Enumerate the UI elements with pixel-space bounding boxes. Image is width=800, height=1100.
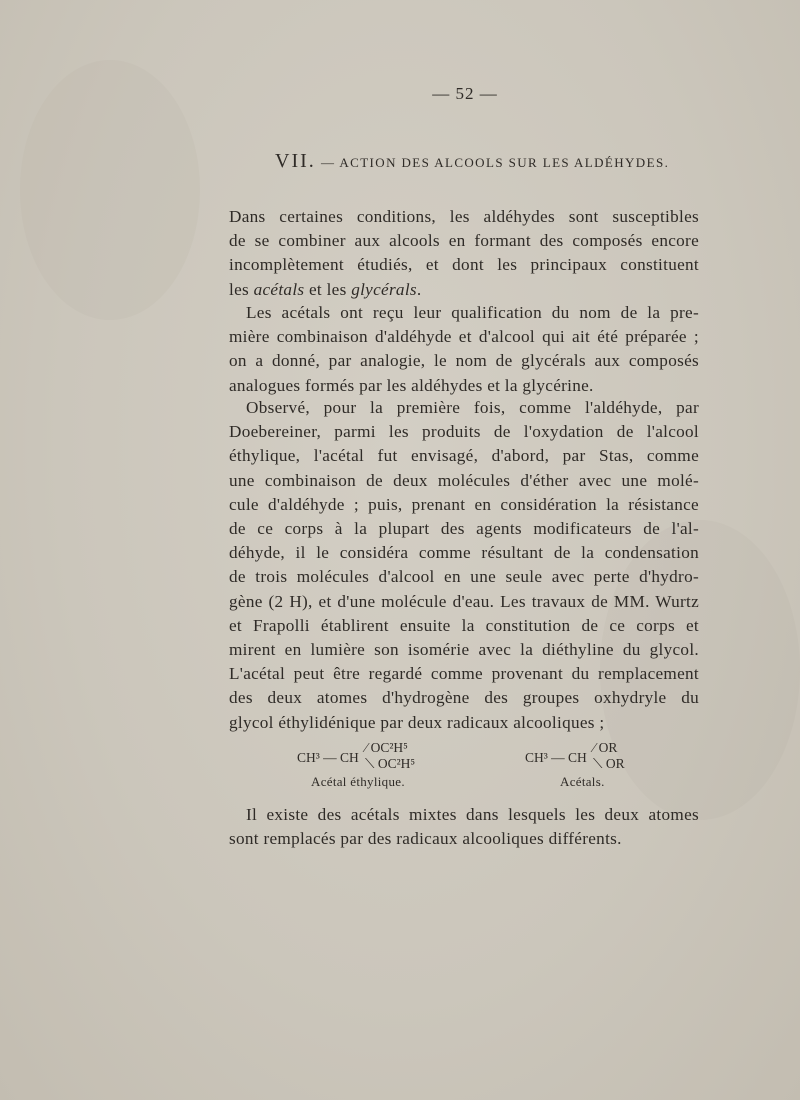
text-line: déhyde, il le considéra comme résultant de la condensation: [229, 543, 699, 563]
formula-left: CH³ — CH: [297, 750, 359, 765]
formula-acetals: [525, 740, 655, 790]
paragraph-4: [229, 803, 699, 851]
text-line: de trois molécules d'alcool en une seule avec perte d'hydro-: [229, 567, 699, 587]
formula-acetal-ethylique: [297, 740, 457, 790]
text-line: on a donné, par analogie, le nom de glycérals aux composés: [229, 351, 699, 371]
text-line: incomplètement étudiés, et dont les principaux constituent: [229, 255, 699, 275]
text-line: de ce corps à la plupart des agents modificateurs de l'al-: [229, 519, 699, 539]
paragraph-1: [229, 205, 699, 302]
text-line: sont remplacés par des radicaux alcooliques différents.: [229, 829, 622, 849]
text-line: de se combiner aux alcools en formant des composés encore: [229, 231, 699, 251]
section-heading: [275, 150, 695, 173]
text-line: cule d'aldéhyde ; puis, prenant en considération la résistance: [229, 494, 699, 514]
page-number: — 52 —: [432, 84, 498, 103]
paragraph-3: [229, 396, 699, 735]
section-title: — ACTION DES ALCOOLS SUR LES ALDÉHYDES.: [321, 155, 670, 170]
text-line: mière combinaison d'aldéhyde et d'alcool qui ait été préparée ;: [229, 327, 699, 347]
formula-caption: Acétals.: [560, 774, 605, 789]
text-line: analogues formés par les aldéhydes et la glycérine.: [229, 375, 594, 395]
text-line: et Frapolli établirent ensuite la constitution de ce corps et: [229, 615, 699, 635]
text-line: Observé, pour la première fois, comme l'aldéhyde, par: [246, 398, 699, 417]
text-line: Doebereiner, parmi les produits de l'oxydation de l'alcool: [229, 422, 699, 442]
text-line: L'acétal peut être regardé comme provenant du remplacement: [229, 664, 699, 684]
section-number: VII.: [275, 150, 316, 172]
text-line: une combinaison de deux molécules d'éther avec une molé-: [229, 470, 699, 490]
formula-upper-branch: ⁄ OR: [593, 740, 618, 755]
text-line: mirent en lumière son isomérie avec la diéthyline du glycol.: [229, 640, 699, 660]
text-line: les acétals et les glycérals.: [229, 279, 422, 299]
text-line: glycol éthylidénique par deux radicaux alcooliques ;: [229, 712, 605, 732]
formula-upper-branch: ⁄ OC²H⁵: [365, 740, 408, 755]
text-line: éthylique, l'acétal fut envisagé, d'abord, par Stas, comme: [229, 446, 699, 466]
formula-lower-branch: ⟍ OC²H⁵: [365, 756, 416, 771]
text-line: des deux atomes d'hydrogène des groupes oxhydryle du: [229, 688, 699, 708]
formula-left: CH³ — CH: [525, 750, 587, 765]
text-line: Les acétals ont reçu leur qualification du nom de la pre-: [246, 303, 699, 322]
text-line: gène (2 H), et d'une molécule d'eau. Les travaux de MM. Wurtz: [229, 591, 699, 611]
formula-lower-branch: ⟍ OR: [593, 756, 625, 771]
paragraph-2: [229, 301, 699, 398]
formula-caption: Acétal éthylique.: [311, 774, 405, 789]
text-line: Dans certaines conditions, les aldéhydes sont susceptibles: [229, 207, 699, 226]
text-line: Il existe des acétals mixtes dans lesquels les deux atomes: [246, 805, 699, 824]
